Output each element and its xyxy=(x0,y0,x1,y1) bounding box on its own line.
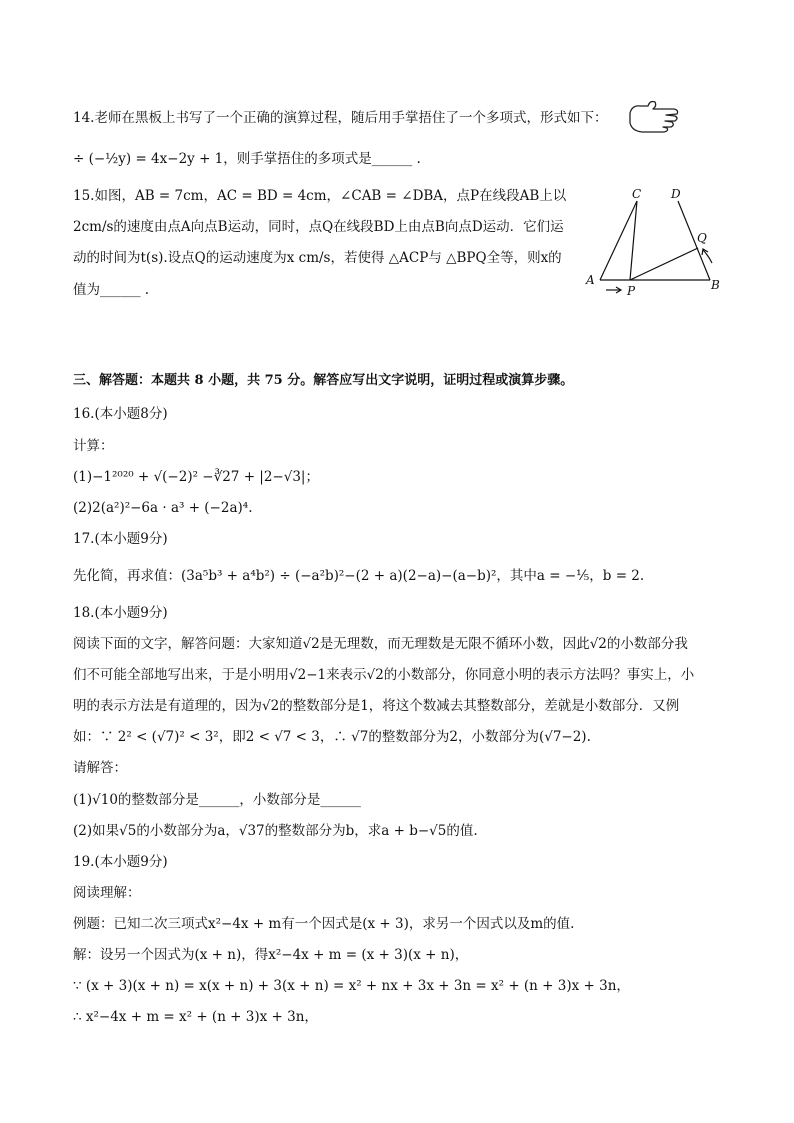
p18-header: 18.(本小题9分) xyxy=(73,605,168,621)
p16-header: 16.(本小题8分) xyxy=(73,406,168,422)
p15-line2: 2cm/s的速度由点A向点B运动，同时，点Q在线段BD上由点B向点D运动．它们运 xyxy=(73,219,564,235)
p19-intro: 阅读理解： xyxy=(73,885,141,901)
p18-prompt: 请解答： xyxy=(73,760,127,776)
label-D: D xyxy=(671,187,681,201)
p19-example: 例题：已知二次三项式x²−4x + m有一个因式是(x + 3)，求另一个因式以及m的值. xyxy=(73,916,575,932)
p14-line1: 14.老师在黑板上书写了一个正确的演算过程，随后用手掌捂住了一个多项式，形式如下： xyxy=(73,110,608,126)
p16-q2: (2)2(a²)²−6a · a³ + (−2a)⁴. xyxy=(73,500,253,516)
p18-line3: 明的表示方法是有道理的，因为√2的整数部分是1，将这个数减去其整数部分，差就是小数部分．又例 xyxy=(73,698,680,714)
p19-sol1: 解：设另一个因式为(x + n)，得x²−4x + m = (x + 3)(x + n)， xyxy=(73,947,469,963)
p19-sol3: ∴ x²−4x + m = x² + (n + 3)x + 3n， xyxy=(73,1009,318,1025)
p19-header: 19.(本小题9分) xyxy=(73,854,168,870)
label-P: P xyxy=(627,284,636,298)
label-Q: Q xyxy=(697,231,707,245)
label-C: C xyxy=(632,187,642,201)
p18-q1: (1)√10的整数部分是______，小数部分是______ xyxy=(73,792,361,808)
section3-heading: 三、解答题：本题共 8 小题，共 75 分。解答应写出文字说明，证明过程或演算步骤。 xyxy=(73,373,574,388)
p17-header: 17.(本小题9分) xyxy=(73,531,168,547)
p18-line1: 阅读下面的文字，解答问题：大家知道√2是无理数，而无理数是无限不循环小数，因此√2的小数部分我 xyxy=(73,636,688,652)
p15-line1: 15.如图，AB = 7cm，AC = BD = 4cm，∠CAB = ∠DBA，点P在线段AB上以 xyxy=(73,188,567,204)
label-B: B xyxy=(711,278,720,292)
hand-icon xyxy=(628,97,682,133)
label-A: A xyxy=(586,273,595,287)
p18-line4: 如：∵ 2² < (√7)² < 3²，即2 < √7 < 3，∴ √7的整数部分为2，小数部分为(√7−2). xyxy=(73,729,591,745)
p16-intro: 计算： xyxy=(73,438,114,454)
segment-PQ xyxy=(630,248,698,280)
p14-line2: ÷ (−½y) = 4x−2y + 1，则手掌捂住的多项式是______ . xyxy=(73,151,421,167)
p15-line3: 动的时间为t(s).设点Q的运动速度为x cm/s，若使得 △ACP与 △BPQ全等，则x的 xyxy=(73,250,562,266)
geometry-figure xyxy=(580,183,730,301)
p19-sol2: ∵ (x + 3)(x + n) = x(x + n) + 3(x + n) = x² + nx + 3x + 3n = x² + (n + 3)x + 3n， xyxy=(73,978,630,994)
p18-q2: (2)如果√5的小数部分为a，√37的整数部分为b，求a + b−√5的值. xyxy=(73,823,478,839)
p18-line2: 们不可能全部地写出来，于是小明用√2−1来表示√2的小数部分，你同意小明的表示方法吗？事实上，小 xyxy=(73,667,695,683)
p17-body: 先化简，再求值：(3a⁵b³ + a⁴b²) ÷ (−a²b)²−(2 + a)(2−a)−(a−b)²，其中a = −⅕，b = 2. xyxy=(73,568,645,584)
p16-q1: (1)−1²⁰²⁰ + √(−2)² −∛27 + |2−√3|； xyxy=(73,469,319,485)
p15-line4: 值为______ . xyxy=(73,282,150,298)
